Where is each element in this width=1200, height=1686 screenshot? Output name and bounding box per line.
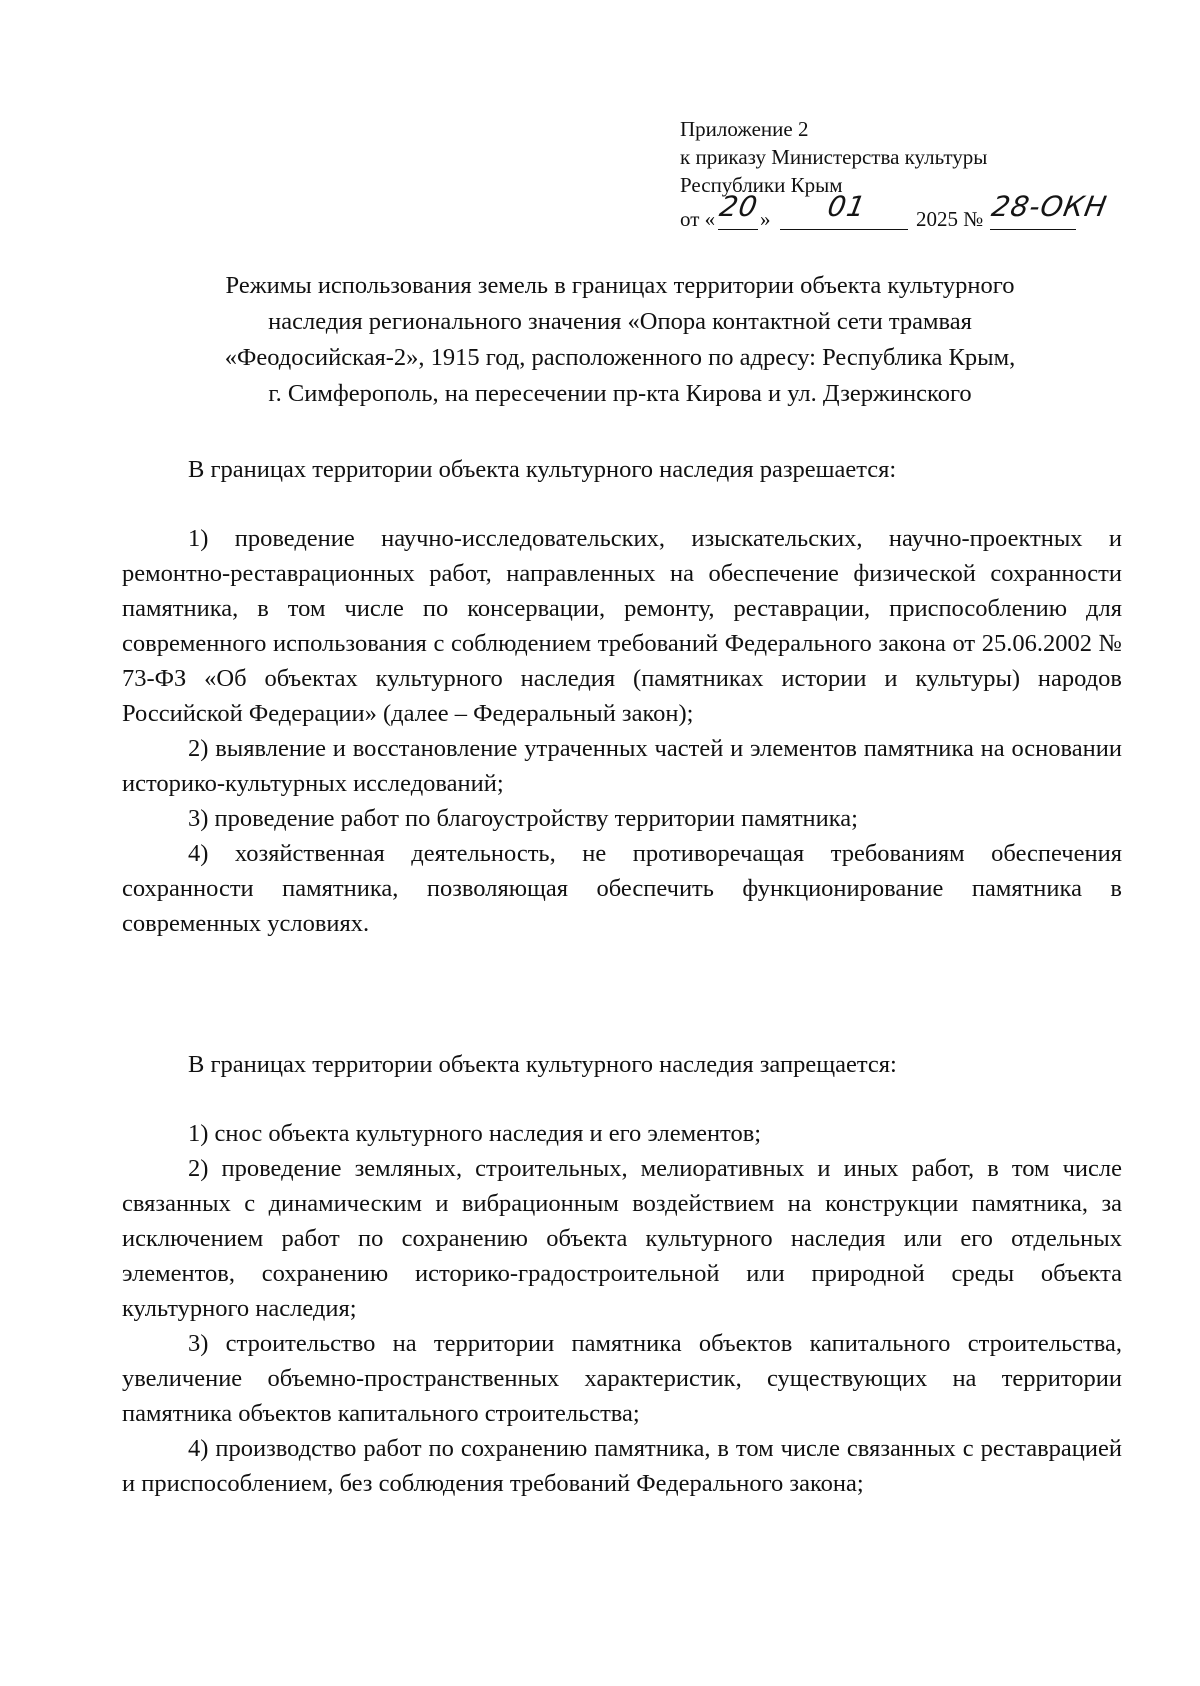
title-line-1: Режимы использования земель в границах территории объекта культурного [225,272,1015,299]
allowed-item-3: 3) проведение работ по благоустройству территории памятника; [188,805,858,832]
date-month-underline [780,229,908,230]
date-month-handwritten: 01 [825,190,869,223]
prohibited-item-3: 3) строительство на территории памятника объектов капитального строительства, увеличение объемно-пространственных характеристик, существующих на территории памятника объектов капитального строительства; [122,1330,1122,1427]
date-day-close: » [760,207,771,231]
date-day-handwritten: 20 [717,190,761,223]
prohibited-heading: В границах территории объекта культурного наследия запрещается: [188,1051,897,1078]
prohibited-item-4: 4) производство работ по сохранению памятника, в том числе связанных с реставрацией и приспособлением, без соблюдения требований Федерального закона; [122,1435,1122,1497]
allowed-heading: В границах территории объекта культурного наследия разрешается: [188,456,897,483]
order-number-underline [990,229,1076,230]
date-year: 2025 № [916,207,984,231]
title-line-3: «Феодосийская-2», 1915 год, расположенного по адресу: Республика Крым, [224,344,1016,371]
document-title [120,268,1120,412]
title-line-4: г. Симферополь, на пересечении пр-кта Кирова и ул. Дзержинского [268,380,972,407]
allowed-item-4: 4) хозяйственная деятельность, не противоречащая требованиям обеспечения сохранности памятника, позволяющая обеспечить функционирование памятника в современных условиях. [122,840,1122,937]
appendix-line-1: Приложение 2 [680,117,809,141]
allowed-section [122,452,1122,941]
prohibited-item-2: 2) проведение земляных, строительных, мелиоративных и иных работ, в том числе связанных с динамическим и вибрационным воздействием на конструкции памятника, за исключением работ по сохранению объекта культурного наследия или его отдельных элементов, сохранению историко-градостроительной или природной среды объекта культурного наследия; [122,1155,1122,1322]
allowed-item-1: 1) проведение научно-исследовательских, изыскательских, научно-проектных и ремонтно-реставрационных работ, направленных на обеспечение физической сохранности памятника, в том числе по консервации, ремонту, реставрации, приспособлению для современного использования с соблюдением требований Федерального закона от 25.06.2002 № 73-ФЗ «Об объектах культурного наследия (памятниках истории и культуры) народов Российской Федерации» (далее – Федеральный закон); [122,525,1122,727]
title-line-2: наследия регионального значения «Опора контактной сети трамвая [268,308,972,335]
allowed-item-2: 2) выявление и восстановление утраченных частей и элементов памятника на основании историко-культурных исследований; [122,735,1122,797]
date-day-underline [718,229,758,230]
order-date-line [680,190,1140,235]
prohibited-section [122,1047,1122,1501]
appendix-line-3: Республики Крым [680,173,843,197]
date-prefix: от « [680,207,716,231]
appendix-line-2: к приказу Министерства культуры [680,145,988,169]
prohibited-item-1: 1) снос объекта культурного наследия и его элементов; [188,1120,762,1147]
appendix-note [680,115,1140,235]
order-number-handwritten: 28-ОКН [989,190,1110,223]
